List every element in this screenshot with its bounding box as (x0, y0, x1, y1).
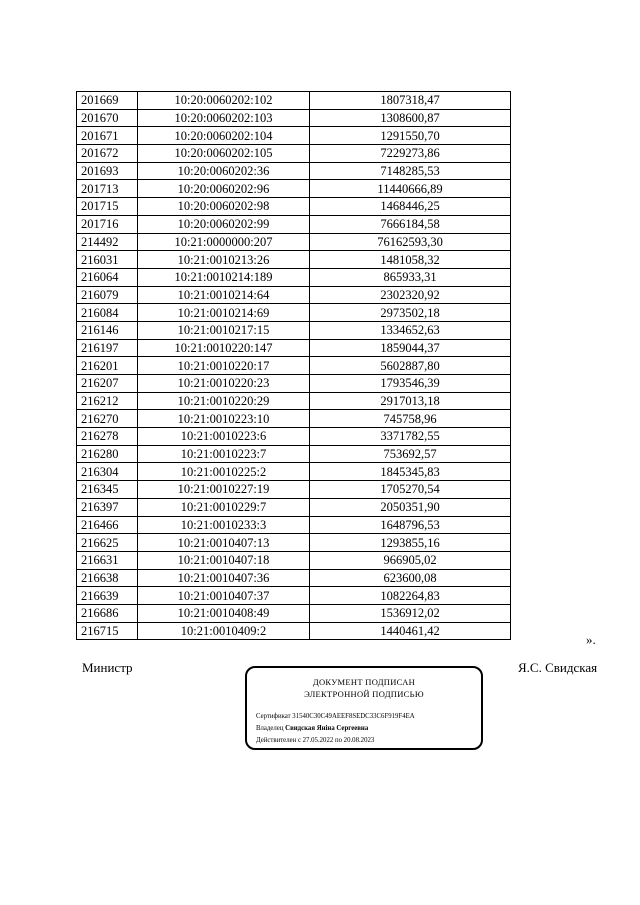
table-row (77, 268, 511, 286)
table-row (77, 215, 511, 233)
cadastral-value-cell: 1082264,83 (310, 587, 511, 605)
cadastral-value-cell: 1648796,53 (310, 516, 511, 534)
cadastral-number-cell: 10:21:0010223:7 (138, 445, 310, 463)
record-number-cell: 216466 (77, 516, 138, 534)
cadastral-number-cell: 10:20:0060202:99 (138, 215, 310, 233)
record-number-cell: 216639 (77, 587, 138, 605)
cadastral-value-cell: 2302320,92 (310, 286, 511, 304)
record-number-cell: 216278 (77, 428, 138, 446)
table-row (77, 198, 511, 216)
cadastral-value-cell: 1705270,54 (310, 481, 511, 499)
cadastral-number-cell: 10:21:0010214:69 (138, 304, 310, 322)
cadastral-number-cell: 10:21:0010409:2 (138, 622, 310, 640)
record-number-cell: 201693 (77, 162, 138, 180)
cadastral-number-cell: 10:20:0060202:105 (138, 145, 310, 163)
cadastral-number-cell: 10:21:0010220:17 (138, 357, 310, 375)
table-row (77, 463, 511, 481)
table-row (77, 145, 511, 163)
table-row (77, 481, 511, 499)
cadastral-value-cell: 1308600,87 (310, 109, 511, 127)
table-row (77, 516, 511, 534)
cadastral-number-cell: 10:21:0010223:6 (138, 428, 310, 446)
stamp-owner-name: Свидская Яніна Сергеевна (285, 725, 369, 732)
record-number-cell: 201672 (77, 145, 138, 163)
record-number-cell: 216345 (77, 481, 138, 499)
table-row (77, 392, 511, 410)
cadastral-value-cell: 7148285,53 (310, 162, 511, 180)
record-number-cell: 214492 (77, 233, 138, 251)
table-row (77, 321, 511, 339)
cadastral-number-cell: 10:20:0060202:98 (138, 198, 310, 216)
cadastral-number-cell: 10:21:0000000:207 (138, 233, 310, 251)
table-row (77, 410, 511, 428)
table-row (77, 92, 511, 110)
record-number-cell: 201716 (77, 215, 138, 233)
record-number-cell: 216197 (77, 339, 138, 357)
table-row (77, 587, 511, 605)
cadastral-value-cell: 2917013,18 (310, 392, 511, 410)
cadastral-value-cell: 2973502,18 (310, 304, 511, 322)
cadastral-value-cell: 966905,02 (310, 551, 511, 569)
cadastral-number-cell: 10:20:0060202:102 (138, 92, 310, 110)
stamp-title-line1: ДОКУМЕНТ ПОДПИСАН (312, 677, 416, 687)
stamp-certificate: Сертификат 31540C30C49AEEF8SEDC33C6F919F4EA (256, 713, 415, 720)
table-row (77, 551, 511, 569)
record-number-cell: 216397 (77, 498, 138, 516)
record-number-cell: 216079 (77, 286, 138, 304)
cadastral-number-cell: 10:21:0010233:3 (138, 516, 310, 534)
record-number-cell: 216201 (77, 357, 138, 375)
cadastral-value-cell: 1291550,70 (310, 127, 511, 145)
table-body (77, 92, 511, 640)
stamp-owner-label: Владелец (256, 725, 284, 732)
cadastral-number-cell: 10:21:0010223:10 (138, 410, 310, 428)
record-number-cell: 201671 (77, 127, 138, 145)
cadastral-value-cell: 745758,96 (310, 410, 511, 428)
cadastral-value-table (76, 91, 511, 640)
table-row (77, 251, 511, 269)
table-row (77, 428, 511, 446)
record-number-cell: 216270 (77, 410, 138, 428)
cadastral-number-cell: 10:21:0010407:36 (138, 569, 310, 587)
table-row (77, 445, 511, 463)
record-number-cell: 216686 (77, 604, 138, 622)
cadastral-number-cell: 10:21:0010214:64 (138, 286, 310, 304)
table-row (77, 498, 511, 516)
cadastral-value-cell: 3371782,55 (310, 428, 511, 446)
record-number-cell: 216638 (77, 569, 138, 587)
cadastral-value-cell: 7666184,58 (310, 215, 511, 233)
table-row (77, 233, 511, 251)
table-row (77, 109, 511, 127)
cadastral-value-cell: 623600,08 (310, 569, 511, 587)
record-number-cell: 216715 (77, 622, 138, 640)
cadastral-value-cell: 1859044,37 (310, 339, 511, 357)
table-row (77, 357, 511, 375)
cadastral-value-cell: 1293855,16 (310, 534, 511, 552)
table-row (77, 339, 511, 357)
cadastral-number-cell: 10:21:0010220:29 (138, 392, 310, 410)
record-number-cell: 216084 (77, 304, 138, 322)
cadastral-number-cell: 10:21:0010217:15 (138, 321, 310, 339)
record-number-cell: 216064 (77, 268, 138, 286)
record-number-cell: 201670 (77, 109, 138, 127)
table-row (77, 622, 511, 640)
cadastral-value-cell: 1481058,32 (310, 251, 511, 269)
signatory-position: Министр (82, 660, 133, 675)
record-number-cell: 216207 (77, 375, 138, 393)
cadastral-number-cell: 10:21:0010214:189 (138, 268, 310, 286)
cadastral-number-cell: 10:21:0010213:26 (138, 251, 310, 269)
cadastral-value-cell: 1807318,47 (310, 92, 511, 110)
table-row (77, 604, 511, 622)
table-row (77, 180, 511, 198)
cadastral-number-cell: 10:21:0010407:18 (138, 551, 310, 569)
cadastral-number-cell: 10:21:0010225:2 (138, 463, 310, 481)
stamp-title-line2: ЭЛЕКТРОННОЙ ПОДПИСЬЮ (304, 689, 424, 699)
table-row (77, 286, 511, 304)
table-row (77, 375, 511, 393)
cadastral-value-cell: 1536912,02 (310, 604, 511, 622)
cadastral-number-cell: 10:20:0060202:36 (138, 162, 310, 180)
record-number-cell: 201713 (77, 180, 138, 198)
stamp-validity: Действителен с 27.05.2022 по 20.08.2023 (256, 737, 375, 744)
record-number-cell: 216304 (77, 463, 138, 481)
cadastral-value-cell: 7229273,86 (310, 145, 511, 163)
cadastral-value-cell: 2050351,90 (310, 498, 511, 516)
cadastral-value-cell: 11440666,89 (310, 180, 511, 198)
record-number-cell: 216625 (77, 534, 138, 552)
record-number-cell: 216212 (77, 392, 138, 410)
cadastral-value-cell: 1793546,39 (310, 375, 511, 393)
cadastral-value-cell: 1334652,63 (310, 321, 511, 339)
cadastral-value-cell: 1440461,42 (310, 622, 511, 640)
table-row (77, 304, 511, 322)
cadastral-value-cell: 1468446,25 (310, 198, 511, 216)
closing-quote-mark: ». (586, 632, 596, 647)
electronic-signature-stamp (245, 666, 483, 750)
table-row (77, 569, 511, 587)
signatory-name: Я.С. Свидская (518, 660, 598, 675)
cadastral-value-cell: 753692,57 (310, 445, 511, 463)
record-number-cell: 216280 (77, 445, 138, 463)
cadastral-value-cell: 76162593,30 (310, 233, 511, 251)
cadastral-number-cell: 10:21:0010229:7 (138, 498, 310, 516)
cadastral-number-cell: 10:21:0010220:147 (138, 339, 310, 357)
cadastral-number-cell: 10:21:0010220:23 (138, 375, 310, 393)
cadastral-number-cell: 10:21:0010227:19 (138, 481, 310, 499)
record-number-cell: 216631 (77, 551, 138, 569)
cadastral-number-cell: 10:21:0010408:49 (138, 604, 310, 622)
cadastral-value-cell: 1845345,83 (310, 463, 511, 481)
record-number-cell: 201669 (77, 92, 138, 110)
record-number-cell: 216146 (77, 321, 138, 339)
cadastral-number-cell: 10:21:0010407:13 (138, 534, 310, 552)
cadastral-value-cell: 5602887,80 (310, 357, 511, 375)
cadastral-number-cell: 10:20:0060202:103 (138, 109, 310, 127)
record-number-cell: 216031 (77, 251, 138, 269)
cadastral-value-cell: 865933,31 (310, 268, 511, 286)
table-row (77, 162, 511, 180)
cadastral-number-cell: 10:20:0060202:104 (138, 127, 310, 145)
table-row (77, 534, 511, 552)
table-row (77, 127, 511, 145)
stamp-owner (256, 725, 368, 732)
record-number-cell: 201715 (77, 198, 138, 216)
cadastral-number-cell: 10:20:0060202:96 (138, 180, 310, 198)
cadastral-number-cell: 10:21:0010407:37 (138, 587, 310, 605)
